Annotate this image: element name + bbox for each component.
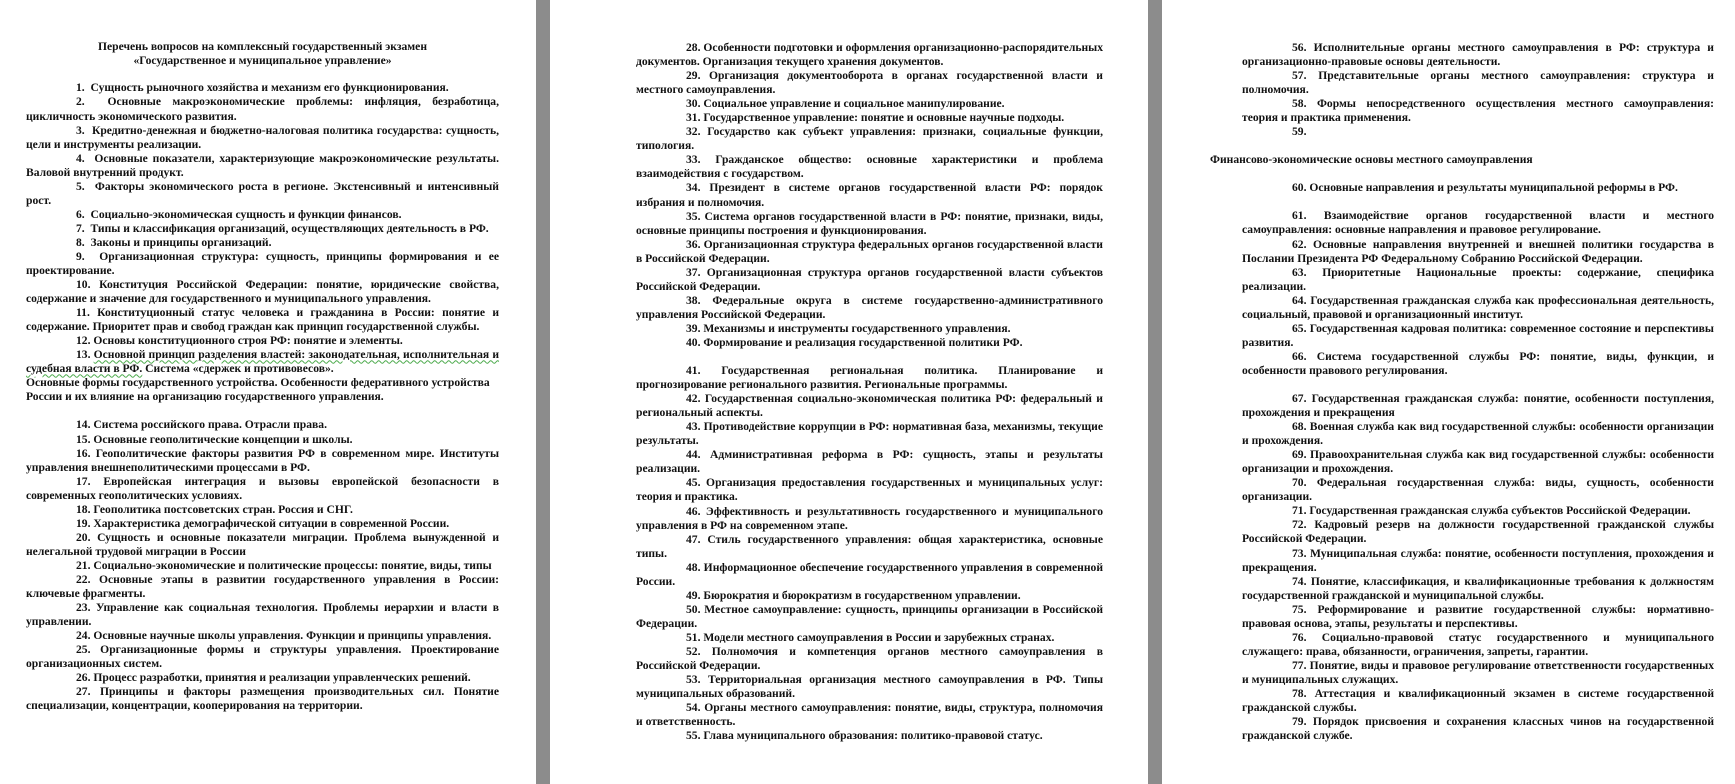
list-item: 31. Государственное управление: понятие и основные научные подходы. — [686, 111, 1065, 125]
list-item: 40. Формирование и реализация государственной политики РФ. — [686, 335, 1023, 349]
list-item: 73. Муниципальная служба: понятие, особенности поступления, прохождения и прекращения. — [1242, 546, 1714, 574]
list-item: 12. Основы конституционного строя РФ: понятие и элементы. — [76, 334, 403, 348]
list-item: 57. Представительные органы местного самоуправления: структура и полномочия. — [1242, 69, 1714, 97]
list-item: 20. Сущность и основные показатели миграции. Проблема вынужденной и нелегальной трудовой миграции в России — [26, 530, 499, 558]
item-13-text: Система «сдержек и противовесов». — [142, 362, 334, 376]
list-item: 53. Территориальная организация местного самоуправления в РФ. Типы муниципальных образований. — [636, 673, 1103, 701]
list-item: 6. Социально-экономическая сущность и функции финансов. — [76, 207, 402, 221]
title-line-2: «Государственное и муниципальное управление» — [133, 54, 392, 68]
list-item: 65. Государственная кадровая политика: современное состояние и перспективы развития. — [1242, 321, 1714, 349]
list-item: 22. Основные этапы в развитии государственного управления в России: ключевые фрагменты. — [26, 573, 499, 601]
list-item: 30. Социальное управление и социальное манипулирование. — [686, 97, 1005, 111]
list-item: 14. Система российского права. Отрасли права. — [76, 418, 327, 432]
list-item: 33. Гражданское общество: основные характеристики и проблема взаимодействия с государством. — [636, 153, 1103, 181]
list-item: 1. Сущность рыночного хозяйства и механизм его функционирования. — [76, 81, 449, 95]
list-item: 35. Система органов государственной власти в РФ: понятие, признаки, виды, основные принципы построения и функционирования. — [636, 209, 1103, 237]
list-item: 66. Система государственной службы РФ: понятие, виды, функции, и особенности правового регулирования. — [1242, 349, 1714, 377]
document-title — [26, 40, 499, 68]
list-item: 77. Понятие, виды и правовое регулирование ответственности государственных и муниципальных служащих. — [1242, 658, 1714, 686]
document-page-3 — [1162, 0, 1735, 784]
item-13-number: 13. — [76, 348, 94, 362]
list-item: 10. Конституция Российской Федерации: понятие, юридические свойства, содержание и значение для государственного и муниципального управления. — [26, 278, 499, 306]
list-item: 18. Геополитика постсоветских стран. Россия и СНГ. — [76, 502, 353, 516]
list-item: 32. Государство как субъект управления: признаки, социальные функции, типология. — [636, 125, 1103, 153]
list-item: 45. Организация предоставления государственных и муниципальных услуг: теория и практика. — [636, 476, 1103, 504]
list-item: 34. Президент в системе органов государственной власти РФ: порядок избрания и полномочия. — [636, 181, 1103, 209]
list-item: 70. Федеральная государственная служба: виды, сущность, особенности организации. — [1242, 476, 1714, 504]
list-item: 29. Организация документооборота в органах государственной власти и местного самоуправления. — [636, 69, 1103, 97]
list-item: 71. Государственная гражданская служба субъектов Российской Федерации. — [1292, 504, 1691, 518]
list-item: 68. Военная служба как вид государственной службы: особенности организации и прохождения. — [1242, 420, 1714, 448]
list-item: 25. Организационные формы и структуры управления. Проектирование организационных систем. — [26, 643, 499, 671]
document-page-2 — [550, 0, 1148, 784]
document-page-1 — [0, 0, 536, 784]
list-item: 7. Типы и классификация организаций, осуществляющих деятельность в РФ. — [76, 221, 489, 235]
list-item: 49. Бюрократия и бюрократизм в государственном управлении. — [686, 588, 1021, 602]
list-item: 56. Исполнительные органы местного самоуправления в РФ: структура и организационно-правовые основы деятельности. — [1242, 41, 1714, 69]
list-item: 11. Конституционный статус человека и гражданина в России: понятие и содержание. Приоритет прав и свобод граждан как принцип государственной службы. — [26, 306, 499, 334]
list-item: 62. Основные направления внутренней и внешней политики государства в Послании Президента РФ Федеральному Собранию Российской Федерации. — [1242, 237, 1714, 265]
spacer — [1242, 195, 1714, 209]
list-item: 37. Организационная структура органов государственной власти субъектов Российской Федерации. — [636, 265, 1103, 293]
list-item-13 — [26, 348, 499, 376]
list-item: 63. Приоритетные Национальные проекты: содержание, специфика реализации. — [1242, 265, 1714, 293]
list-item: 64. Государственная гражданская служба как профессиональная деятельность, социальный, правовой и организационный институт. — [1242, 293, 1714, 321]
list-item: 58. Формы непосредственного осуществления местного самоуправления: теория и практика применения. — [1242, 97, 1714, 125]
list-item: 75. Реформирование и развитие государственной службы: нормативно-правовая основа, этапы, результаты и перспективы. — [1242, 602, 1714, 630]
list-item: 43. Противодействие коррупции в РФ: нормативная база, механизмы, текущие результаты. — [636, 420, 1103, 448]
spacer — [26, 404, 499, 418]
list-item: 16. Геополитические факторы развития РФ в современном мире. Институты управления внешнеполитическими процессами в РФ. — [26, 446, 499, 474]
list-item: 5. Факторы экономического роста в регионе. Экстенсивный и интенсивный рост. — [26, 179, 499, 207]
list-item: 48. Информационное обеспечение государственного управления в современной России. — [636, 560, 1103, 588]
list-item: 27. Принципы и факторы размещения производительных сил. Понятие специализации, концентрации, кооперирования на территории. — [26, 685, 499, 713]
list-item: 28. Особенности подготовки и оформления организационно-распорядительных документов. Организация текущего хранения документов. — [636, 41, 1103, 69]
item-13-continuation: Основные формы государственного устройства. Особенности федеративного устройства России и их влияние на организацию государственного управления. — [26, 376, 490, 404]
list-item: 23. Управление как социальная технология. Проблемы иерархии и власти в управлении. — [26, 601, 499, 629]
list-item: 50. Местное самоуправление: сущность, принципы организации в Российской Федерации. — [636, 602, 1103, 630]
section-heading: Финансово-экономические основы местного самоуправления — [1210, 153, 1533, 167]
list-item: 47. Стиль государственного управления: общая характеристика, основные типы. — [636, 532, 1103, 560]
list-item: 74. Понятие, классификация, и квалификационные требования к должностям государственной гражданской и муниципальной службы. — [1242, 574, 1714, 602]
list-item: 36. Организационная структура федеральных органов государственной власти в Российской Федерации. — [636, 237, 1103, 265]
list-item: 17. Европейская интеграция и вызовы европейской безопасности в современных геополитических условиях. — [26, 474, 499, 502]
list-item: 39. Механизмы и инструменты государственного управления. — [686, 321, 1011, 335]
list-item: 9. Организационная структура: сущность, принципы формирования и ее проектирование. — [26, 249, 499, 278]
list-item: 26. Процесс разработки, принятия и реализации управленческих решений. — [76, 671, 471, 685]
spacer — [1242, 378, 1714, 392]
list-item: 59. — [1292, 125, 1307, 139]
list-item: 78. Аттестация и квалификационный экзамен в системе государственной гражданской службы. — [1242, 686, 1714, 715]
list-item: 72. Кадровый резерв на должности государственной гражданской службы Российской Федерации. — [1242, 518, 1714, 546]
list-item: 79. Порядок присвоения и сохранения классных чинов на государственной гражданской службе. — [1242, 715, 1714, 743]
list-item: 51. Модели местного самоуправления в России и зарубежных странах. — [686, 630, 1055, 644]
list-item: 69. Правоохранительная служба как вид государственной службы: особенности организации и прохождения. — [1242, 448, 1714, 476]
list-item: 21. Социально-экономические и политические процессы: понятие, виды, типы — [76, 558, 492, 572]
list-item: 61. Взаимодействие органов государственной власти и местного самоуправления: основные направления и правовое регулирование. — [1242, 209, 1714, 237]
title-line-1: Перечень вопросов на комплексный государственный экзамен — [97, 40, 428, 53]
list-item: 24. Основные научные школы управления. Функции и принципы управления. — [76, 629, 492, 643]
list-item: 4. Основные показатели, характеризующие макроэкономические результаты. Валовой внутренний продукт. — [26, 151, 499, 179]
list-item: 8. Законы и принципы организаций. — [76, 235, 272, 249]
list-item: 2. Основные макроэкономические проблемы: инфляция, безработица, цикличность экономического развития. — [26, 95, 499, 123]
list-item: 42. Государственная социально-экономическая политика РФ: федеральный и региональный аспекты. — [636, 392, 1103, 420]
list-item: 41. Государственная региональная политика. Планирование и прогнозирование регионального развития. Региональные программы. — [636, 364, 1103, 392]
spacer — [636, 350, 1103, 364]
list-item: 15. Основные геополитические концепции и школы. — [76, 432, 353, 446]
list-item: 67. Государственная гражданская служба: понятие, особенности поступления, прохождения и прекращения — [1242, 391, 1714, 420]
list-item: 54. Органы местного самоуправления: понятие, виды, структура, полномочия и ответственность. — [636, 701, 1103, 729]
list-item: 3. Кредитно-денежная и бюджетно-налоговая политика государства: сущность, цели и инструменты реализации. — [26, 123, 499, 151]
list-item: 52. Полномочия и компетенция органов местного самоуправления в Российской Федерации. — [636, 644, 1103, 673]
item-13-underlined-text: Основной принцип разделения властей: законодательная, исполнительная и судебная власти в РФ. — [26, 348, 500, 376]
list-item: 60. Основные направления и результаты муниципальной реформы в РФ. — [1292, 181, 1678, 195]
list-item: 44. Административная реформа в РФ: сущность, этапы и результаты реализации. — [636, 448, 1103, 476]
list-item: 76. Социально-правовой статус государственного и муниципального служащего: права, обязанности, ограничения, запреты, гарантии. — [1242, 630, 1714, 658]
list-item: 55. Глава муниципального образования: политико-правовой статус. — [686, 729, 1043, 743]
list-item: 46. Эффективность и результативность государственного и муниципального управления в РФ на современном этапе. — [636, 504, 1103, 532]
list-item: 38. Федеральные округа в системе государственно-административного управления Российской Федерации. — [636, 293, 1103, 321]
list-item: 19. Характеристика демографической ситуации в современной России. — [76, 516, 450, 530]
